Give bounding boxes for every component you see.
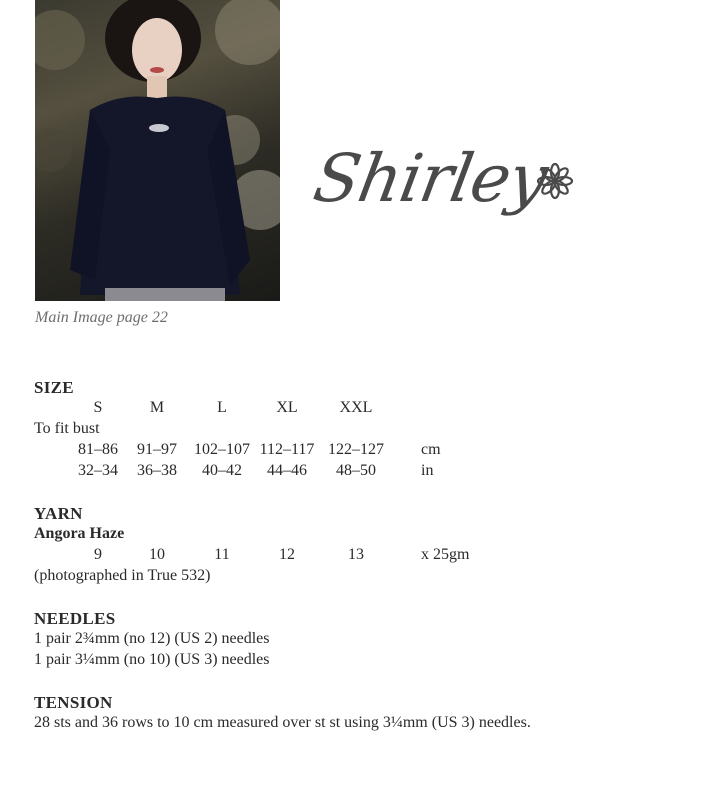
bust-in-s: 32–34 bbox=[78, 462, 118, 479]
yarn-qty-xxl: 13 bbox=[348, 546, 364, 563]
fit-bust-label: To fit bust bbox=[34, 420, 100, 437]
yarn-heading: YARN bbox=[34, 504, 83, 523]
flower-ornament-icon bbox=[536, 162, 574, 200]
bust-in-unit: in bbox=[421, 462, 434, 479]
size-col-l: L bbox=[217, 399, 227, 416]
yarn-name: Angora Haze bbox=[34, 525, 125, 542]
size-col-m: M bbox=[149, 399, 165, 416]
model-illustration bbox=[35, 0, 280, 301]
size-col-s: S bbox=[93, 399, 103, 416]
bust-cm-unit: cm bbox=[421, 441, 441, 458]
yarn-qty-s: 9 bbox=[94, 546, 102, 563]
bust-cm-s: 81–86 bbox=[78, 441, 118, 458]
size-heading: SIZE bbox=[34, 378, 74, 397]
tension-text: 28 sts and 36 rows to 10 cm measured over st st using 3¼mm (US 3) needles. bbox=[34, 714, 531, 731]
size-col-xl: XL bbox=[276, 399, 298, 416]
bust-cm-m: 91–97 bbox=[137, 441, 177, 458]
main-photo bbox=[35, 0, 280, 301]
image-caption: Main Image page 22 bbox=[35, 309, 168, 326]
bust-in-m: 36–38 bbox=[137, 462, 177, 479]
bust-in-l: 40–42 bbox=[202, 462, 242, 479]
needle-line-1: 1 pair 2¾mm (no 12) (US 2) needles bbox=[34, 630, 270, 647]
bust-cm-xxl: 122–127 bbox=[328, 441, 384, 458]
bust-cm-xl: 112–117 bbox=[259, 441, 315, 458]
pattern-title: Shirley bbox=[308, 140, 553, 217]
yarn-note: (photographed in True 532) bbox=[34, 567, 211, 584]
yarn-unit: x 25gm bbox=[421, 546, 470, 563]
yarn-qty-m: 10 bbox=[149, 546, 165, 563]
bust-in-xxl: 48–50 bbox=[336, 462, 376, 479]
bust-cm-l: 102–107 bbox=[194, 441, 250, 458]
needles-heading: NEEDLES bbox=[34, 609, 116, 628]
size-col-xxl: XXL bbox=[339, 399, 373, 416]
needle-line-2: 1 pair 3¼mm (no 10) (US 3) needles bbox=[34, 651, 270, 668]
yarn-qty-xl: 12 bbox=[279, 546, 295, 563]
tension-heading: TENSION bbox=[34, 693, 113, 712]
yarn-qty-l: 11 bbox=[214, 546, 230, 563]
bust-in-xl: 44–46 bbox=[267, 462, 307, 479]
